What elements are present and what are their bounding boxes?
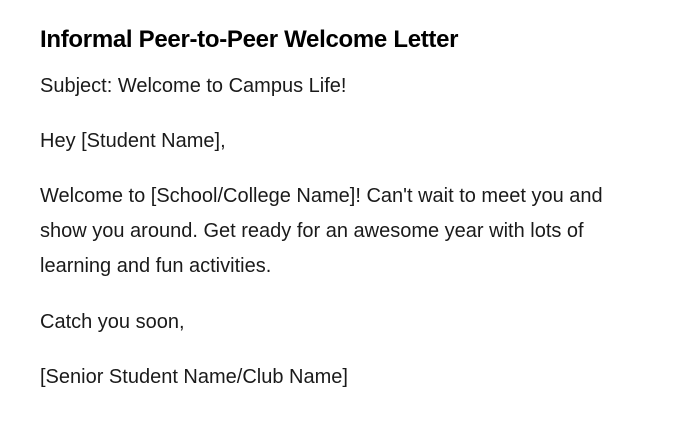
letter-body: Welcome to [School/College Name]! Can't wait to meet you and show you around. Get ready for an awesome year with lots of learning and fun activities. bbox=[40, 185, 603, 277]
subject-line: Subject: Welcome to Campus Life! bbox=[40, 75, 347, 97]
document-title: Informal Peer-to-Peer Welcome Letter bbox=[40, 26, 459, 53]
closing-line: Catch you soon, bbox=[40, 311, 185, 333]
signature-line: [Senior Student Name/Club Name] bbox=[40, 366, 348, 388]
greeting-line: Hey [Student Name], bbox=[40, 130, 226, 152]
letter-document bbox=[40, 22, 650, 395]
